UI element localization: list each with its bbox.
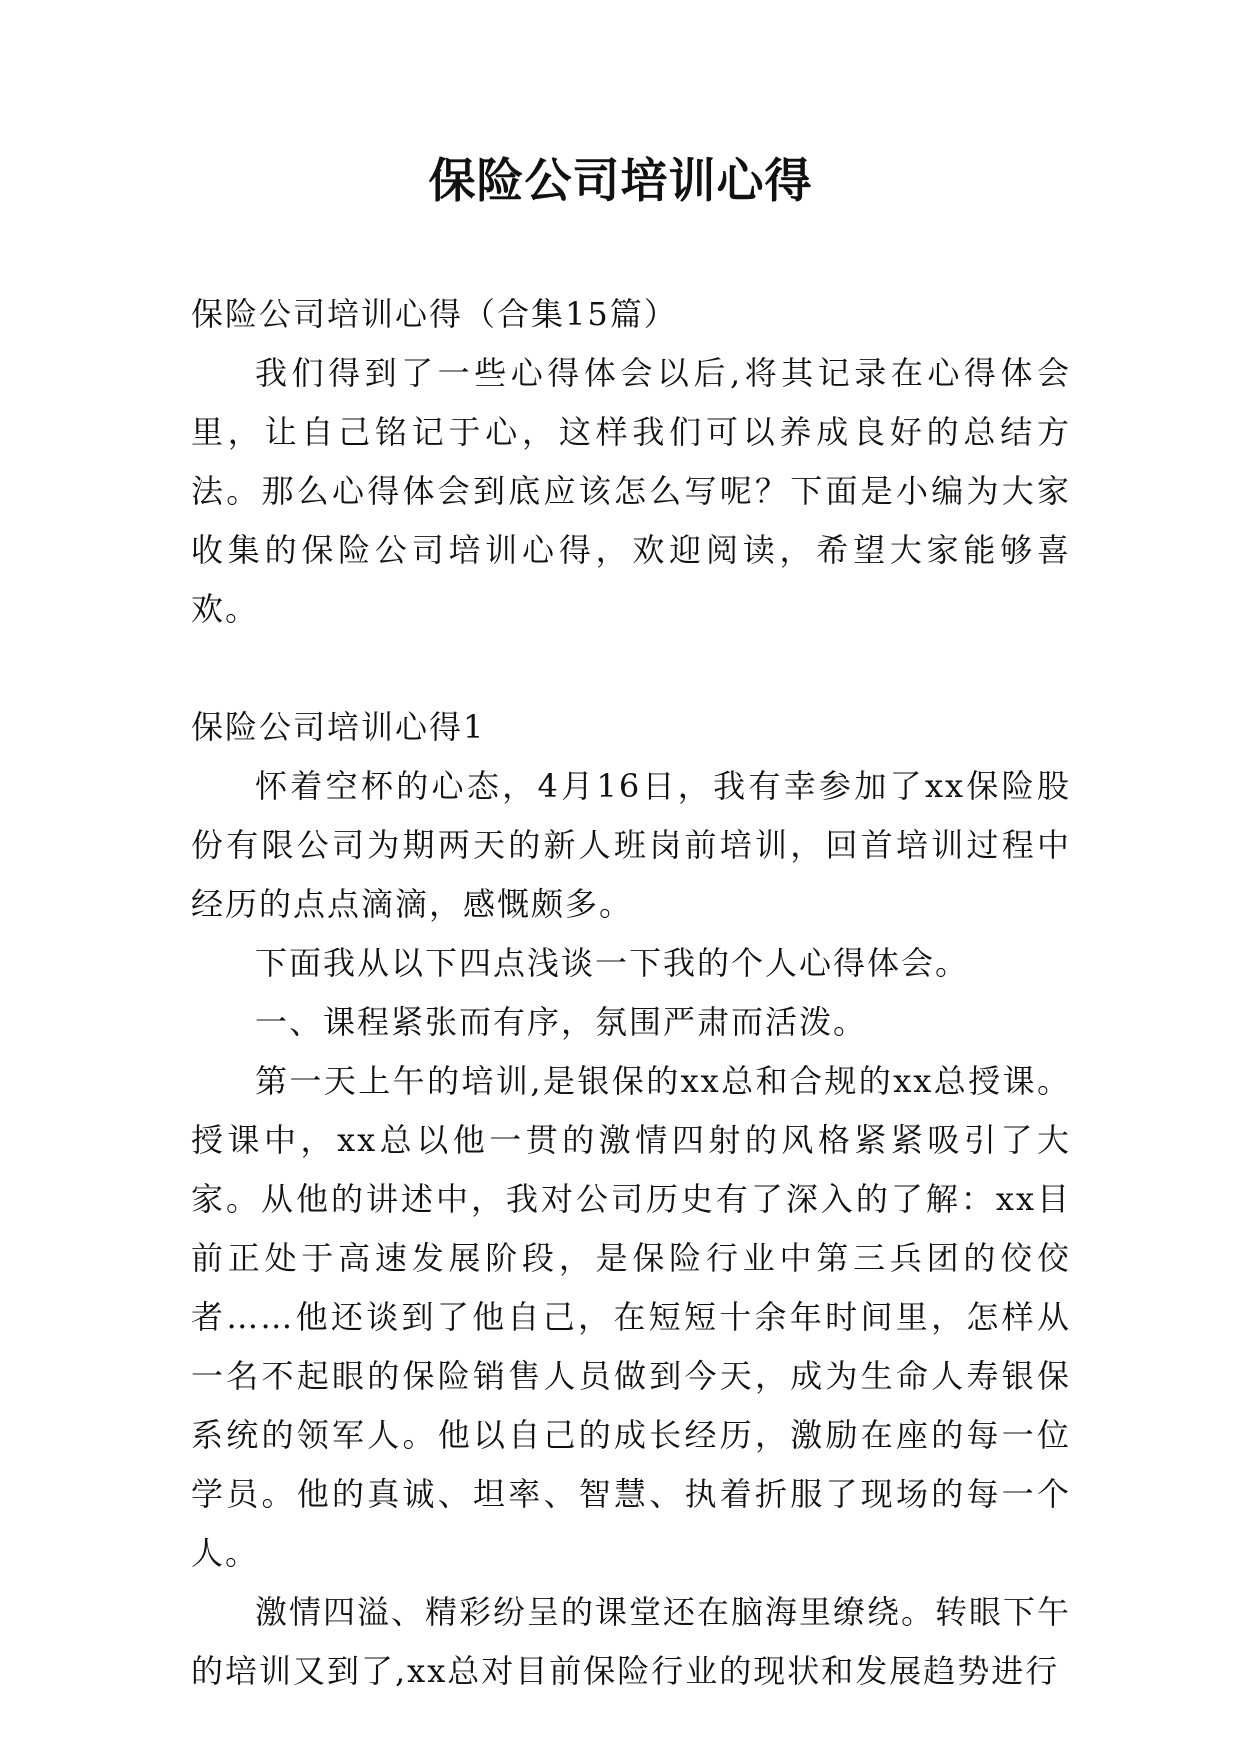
section-spacer — [191, 639, 1071, 698]
subsection-heading: 一、课程紧张而有序，氛围严肃而活泼。 — [255, 1003, 868, 1041]
body-paragraph: 激情四溢、精彩纷呈的课堂还在脑海里缭绕。转眼下午的培训又到了,xx总对目前保险行业的现状和发展趋势进行 — [191, 1593, 1072, 1690]
document-title: 保险公司培训心得 — [428, 154, 813, 209]
body-paragraph: 下面我从以下四点浅谈一下我的个人心得体会。 — [255, 944, 970, 982]
body-paragraph: 怀着空杯的心态，4月16日，我有幸参加了xx保险股份有限公司为期两天的新人班岗前培训，回首培训过程中经历的点点滴滴，感慨颇多。 — [191, 767, 1071, 923]
intro-paragraph: 我们得到了一些心得体会以后,将其记录在心得体会里，让自己铭记于心，这样我们可以养成良好的总结方法。那么心得体会到底应该怎么写呢？下面是小编为大家收集的保险公司培训心得，欢迎阅读，希望大家能够喜欢。 — [191, 354, 1071, 628]
section-heading: 保险公司培训心得1 — [191, 708, 486, 746]
collection-heading: 保险公司培训心得（合集15篇） — [191, 295, 678, 333]
document-body — [191, 285, 1071, 1701]
body-paragraph: 第一天上午的培训,是银保的xx总和合规的xx总授课。授课中，xx总以他一贯的激情四射的风格紧紧吸引了大家。从他的讲述中，我对公司历史有了深入的了解：xx目前正处于高速发展阶段，是保险行业中第三兵团的佼佼者……他还谈到了他自己，在短短十余年时间里，怎样从一名不起眼的保险销售人员做到今天，成为生命人寿银保系统的领军人。他以自己的成长经历，激励在座的每一位学员。他的真诚、坦率、智慧、执着折服了现场的每一个人。 — [191, 1062, 1071, 1572]
